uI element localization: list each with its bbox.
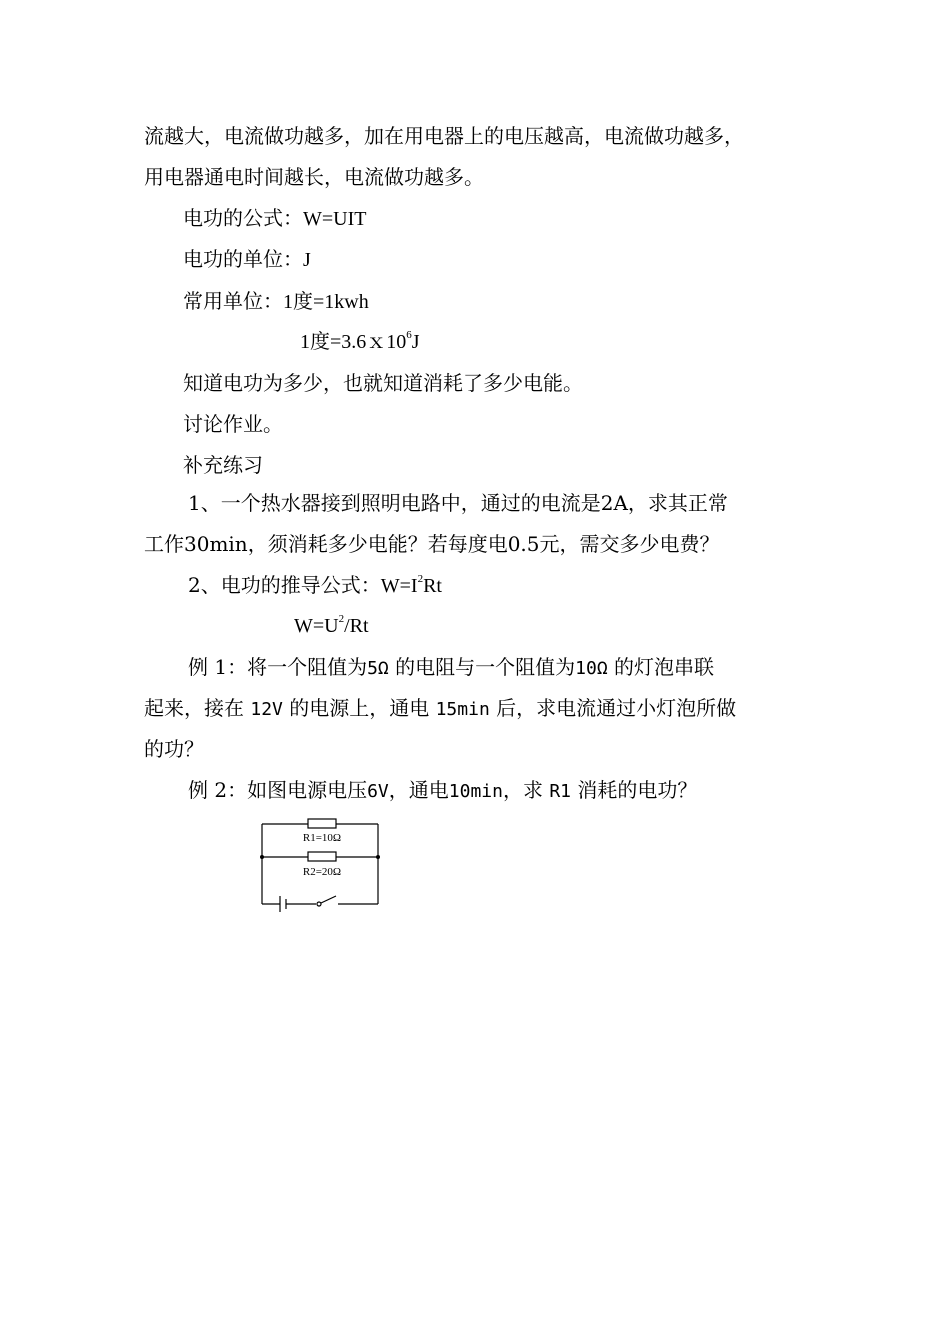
switch-contact [317, 902, 321, 906]
common-unit-value: 1度=1kwh [283, 291, 369, 313]
circuit-diagram [250, 812, 390, 912]
formula-u2rt: $W=U^2/Rt$ [294, 613, 369, 637]
junction-left [260, 855, 264, 859]
example2-line: 例 2：如图电源电压6V，通电10min，求 R1 消耗的电功？ [188, 778, 698, 802]
unit-line [183, 245, 311, 274]
knowledge-line: 知道电功为多少，也就知道消耗了多少电能。 [183, 371, 583, 395]
conversion-suffix: J [411, 331, 420, 353]
supplement-title: 补充练习 [183, 453, 263, 477]
resistor-r1 [308, 819, 336, 828]
r2-label: R2=20Ω [302, 866, 342, 878]
formula-line [183, 204, 366, 233]
exercise1-line: 工作30min，须消耗多少电能？若每度电0.5元，需交多少电费？ [144, 532, 720, 556]
switch-blade [321, 896, 336, 903]
common-unit-line [183, 287, 369, 316]
example1-line: 起来，接在 12V 的电源上，通电 15min 后，求电流通过小灯泡所做 [144, 696, 737, 720]
exercise2-label: 2、电功的推导公式： [188, 573, 381, 597]
conversion-prefix: 1度=3.6ｘ10 [300, 331, 407, 353]
conversion-exponent: 6 [406, 329, 412, 342]
formula-i2rt: $W=I^2Rt$ [380, 573, 442, 597]
resistor-r2 [308, 852, 336, 861]
unit-value: J [303, 249, 311, 271]
junction-right [376, 855, 380, 859]
r1-label: R1=10Ω [302, 832, 342, 844]
paragraph-line: 用电器通电时间越长，电流做功越多。 [144, 165, 484, 189]
exercise2-line [188, 571, 442, 600]
paragraph-line: 流越大，电流做功越多，加在用电器上的电压越高，电流做功越多， [144, 124, 744, 148]
formula-label: 电功的公式： [183, 206, 303, 230]
example1-line: 例 1：将一个阻值为5Ω 的电阻与一个阻值为10Ω 的灯泡串联 [188, 655, 715, 679]
common-unit-label: 常用单位： [183, 289, 283, 313]
exercise1-line: 1、一个热水器接到照明电路中，通过的电流是2A，求其正常 [188, 491, 728, 515]
unit-label: 电功的单位： [183, 247, 303, 271]
formula-value: W=UIT [303, 208, 367, 230]
example1-line: 的功？ [144, 737, 204, 761]
common-unit-conversion [300, 328, 420, 356]
discussion-line: 讨论作业。 [183, 412, 283, 436]
